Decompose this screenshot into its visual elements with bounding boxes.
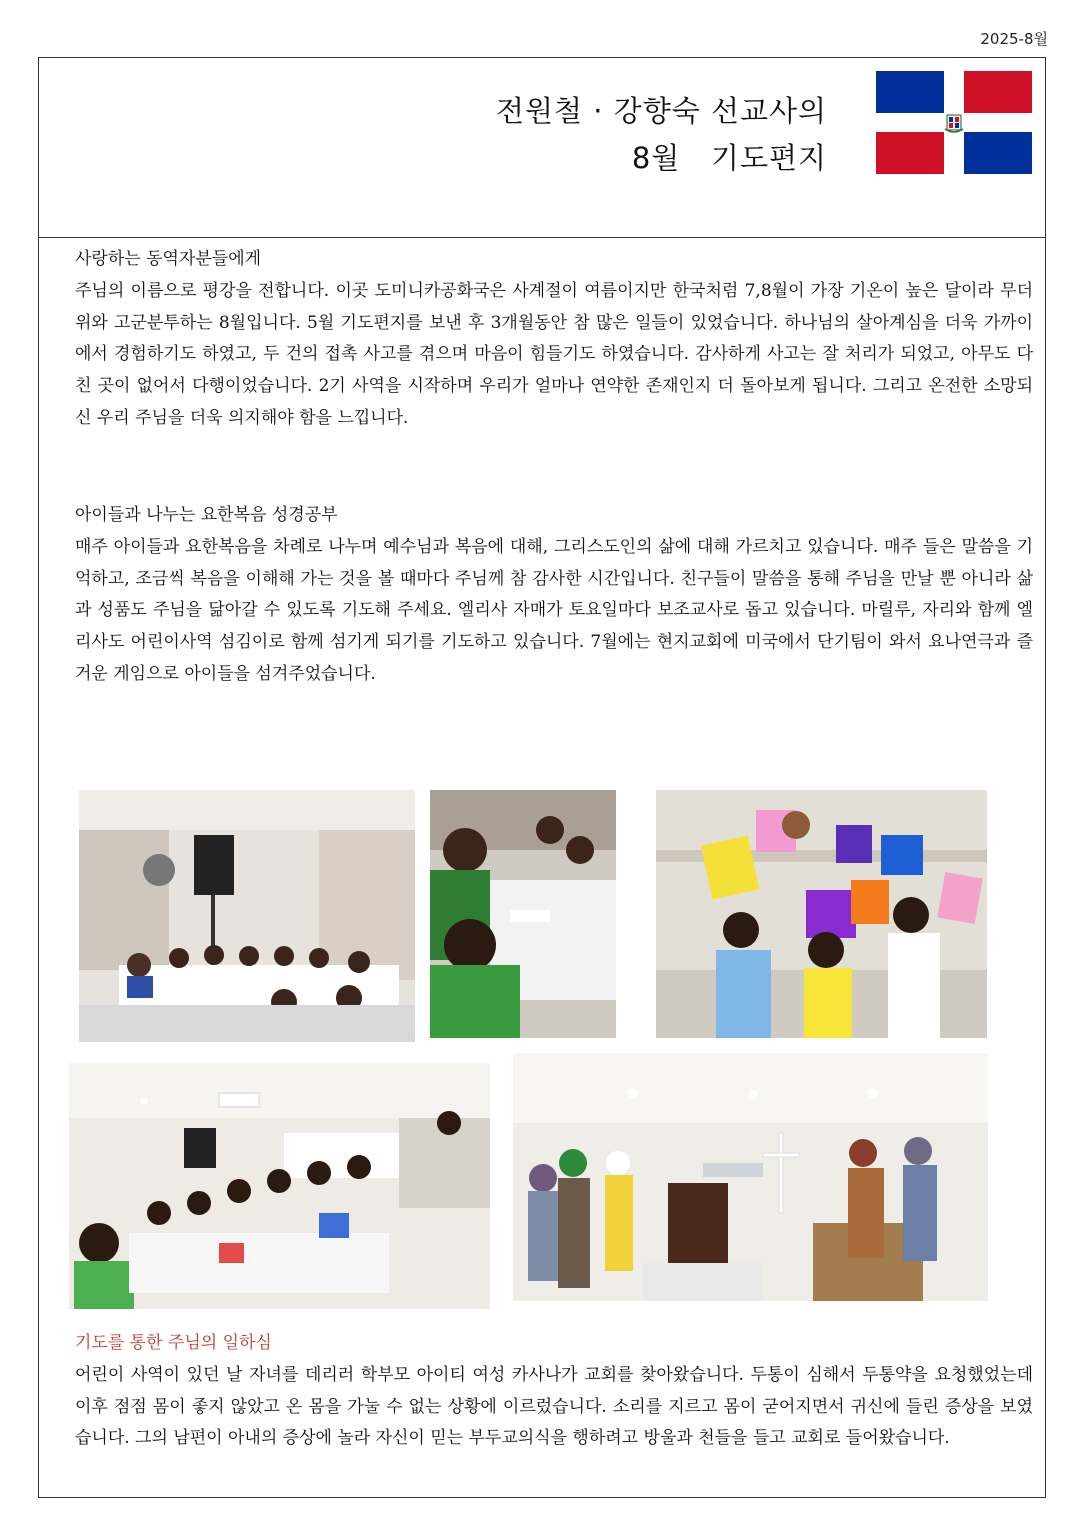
photo-children-at-table (79, 790, 415, 1042)
bible-study-heading: 아이들과 나누는 요한복음 성경공부 (75, 505, 338, 525)
greeting-paragraph: 주님의 이름으로 평강을 전합니다. 이곳 도미니카공화국은 사계절이 여름이지만 한국처럼 7,8월이 가장 기온이 높은 달이라 무더위와 고군분투하는 8월입니다. 5월 기도편지를 보낸 후 3개월동안 참 많은 일들이 있었습니다. 하나님의 살아계심을 더욱 가까이에서 경험하기도 하였고, 두 건의 접촉 사고를 겪으며 마음이 힘들기도 하였습니다. 감사하게 사고는 잘 처리가 되었고, 아무도 다친 곳이 없어서 다행이었습니다. 2기 사역을 시작하며 우리가 얼마나 연약한 존재인지 더 돌아보게 됩니다. 그리고 온전한 소망되신 우리 주님을 더욱 의지해야 함을 느낍니다. (75, 280, 1033, 428)
photo-children-group-seated (69, 1063, 490, 1309)
title-line-1: 전원철 · 강향숙 선교사의 (495, 94, 827, 128)
photo-jonah-drama (513, 1053, 988, 1301)
bible-study-paragraph: 매주 아이들과 요한복음을 차례로 나누며 예수님과 복음에 대해, 그리스도인의 삶에 대해 가르치고 있습니다. 매주 들은 말씀을 기억하고, 조금씩 복음을 이해해 가는 것을 볼 때마다 주님께 참 감사한 시간입니다. 친구들이 말씀을 통해 주님을 만날 뿐 아니라 삶과 성품도 주님을 닮아갈 수 있도록 기도해 주세요. 엘리사 자매가 토요일마다 보조교사로 돕고 있습니다. 마릴루, 자리와 함께 엘리사도 어린이사역 섬김이로 함께 섬기게 되기를 기도하고 있습니다. 7월에는 현지교회에 미국에서 단기팀이 와서 요나연극과 즐거운 게임으로 아이들을 섬겨주었습니다. (75, 536, 1033, 684)
greeting-heading: 사랑하는 동역자분들에게 (75, 249, 262, 269)
prayer-heading: 기도를 통한 주님의 일하심 (75, 1333, 272, 1353)
letter-header (39, 58, 1045, 238)
letter-date: 2025-8월 (980, 30, 1048, 48)
coat-of-arms-icon (945, 115, 963, 132)
bible-study-section (75, 500, 1033, 691)
letter-title (496, 88, 827, 182)
prayer-section (75, 1328, 1033, 1455)
title-line-2: 8월 기도편지 (631, 141, 827, 175)
prayer-paragraph: 어린이 사역이 있던 날 자녀를 데리러 학부모 아이티 여성 카사나가 교회를 찾아왔습니다. 두통이 심해서 두통약을 요청했었는데 이후 점점 몸이 좋지 않았고 온 몸을 가눌 수 없는 상황에 이르렀습니다. 소리를 지르고 몸이 굳어지면서 귀신에 들린 증상을 보였습니다. 그의 남편이 아내의 증상에 놀라 자신이 믿는 부두교의식을 행하려고 방울과 천들을 들고 교회로 들어왔습니다. (75, 1364, 1033, 1449)
greeting-section (75, 244, 1033, 435)
photo-children-crafts (430, 790, 616, 1038)
dominican-republic-flag (876, 71, 1032, 174)
photo-children-pillows (656, 790, 987, 1038)
letter-frame (38, 57, 1046, 1498)
